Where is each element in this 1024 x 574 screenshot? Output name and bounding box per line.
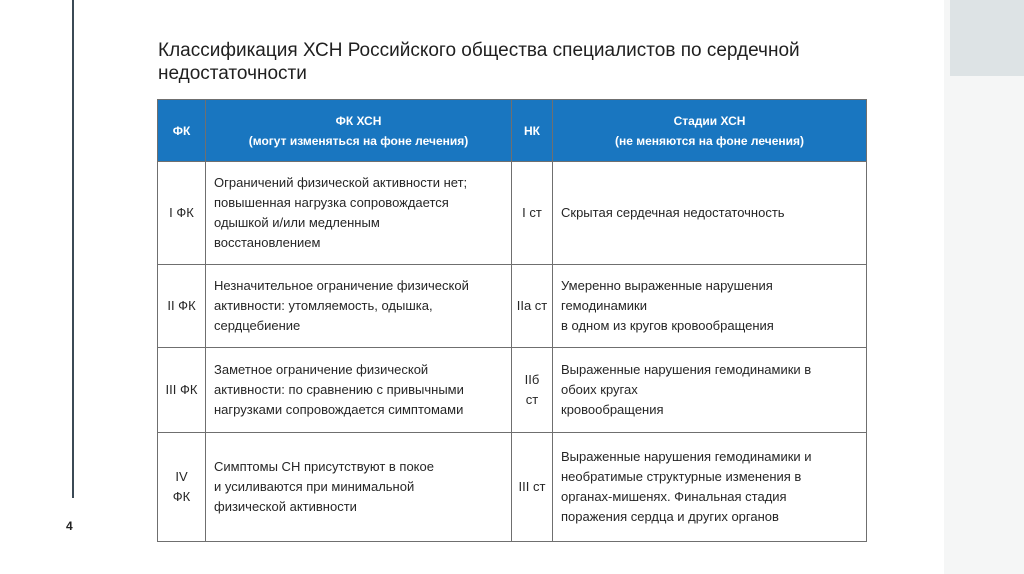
table-row xyxy=(158,162,867,265)
header-nk: НК xyxy=(512,100,553,162)
cell-nk: IIа ст xyxy=(512,265,553,348)
cell-fk: I ФК xyxy=(158,162,206,265)
header-stages: Стадии ХСН (не меняются на фоне лечения) xyxy=(553,100,867,162)
table-row xyxy=(158,348,867,433)
table-row xyxy=(158,433,867,542)
cell-stage-description: Выраженные нарушения гемодинамики в обоих кругах кровообращения xyxy=(553,348,867,433)
cell-fk-description: Незначительное ограничение физической активности: утомляемость, одышка, сердцебиение xyxy=(206,265,512,348)
title-line-2: недостаточности xyxy=(158,63,307,84)
cell-stage-description: Скрытая сердечная недостаточность xyxy=(553,162,867,265)
slide-content xyxy=(148,31,866,535)
right-margin-band xyxy=(944,0,1024,574)
title-line-1: Классификация ХСН Российского общества специалистов по сердечной xyxy=(158,40,800,61)
cell-nk: III ст xyxy=(512,433,553,542)
cell-fk: III ФК xyxy=(158,348,206,433)
cell-fk: II ФК xyxy=(158,265,206,348)
cell-nk: IIб ст xyxy=(512,348,553,433)
left-rail-line xyxy=(72,0,74,498)
table-row xyxy=(158,265,867,348)
cell-stage-description: Выраженные нарушения гемодинамики и необратимые структурные изменения в органах-мишенях. Финальная стадия поражения сердца и других органов xyxy=(553,433,867,542)
cell-stage-description: Умеренно выраженные нарушения гемодинамики в одном из кругов кровообращения xyxy=(553,265,867,348)
cell-nk: I ст xyxy=(512,162,553,265)
cell-fk: IV ФК xyxy=(158,433,206,542)
corner-decoration xyxy=(950,0,1024,76)
cell-fk-description: Симптомы СН присутствуют в покое и усиливаются при минимальной физической активности xyxy=(206,433,512,542)
cell-fk-description: Заметное ограничение физической активности: по сравнению с привычными нагрузками сопровождается симптомами xyxy=(206,348,512,433)
classification-table xyxy=(157,99,867,542)
cell-fk-description: Ограничений физической активности нет; повышенная нагрузка сопровождается одышкой и/или медленным восстановлением xyxy=(206,162,512,265)
table-header-row xyxy=(158,100,867,162)
header-fk-hsn: ФК ХСН (могут изменяться на фоне лечения) xyxy=(206,100,512,162)
page-number: 4 xyxy=(66,519,73,533)
header-fk: ФК xyxy=(158,100,206,162)
slide-title xyxy=(158,39,858,85)
